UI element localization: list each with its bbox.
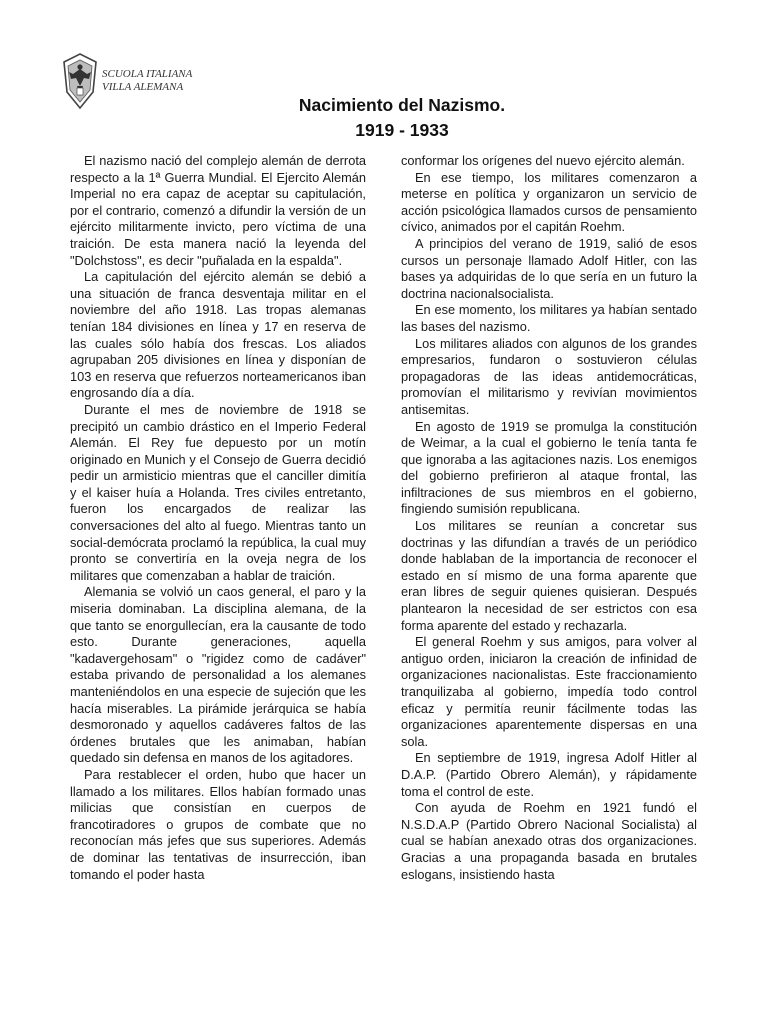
left-column xyxy=(70,153,366,883)
paragraph-continued: conformar los orígenes del nuevo ejército alemán. xyxy=(401,153,685,168)
paragraph: Con ayuda de Roehm en 1921 fundó el N.S.D.A.P (Partido Obrero Nacional Socialista) al cual se habían anexado otras dos organizaciones. Gracias a una propaganda basada en brutales eslogans, insistiendo hasta xyxy=(401,800,697,882)
paragraph: A principios del verano de 1919, salió de esos cursos un personaje llamado Adolf Hitler, con las bases ya adquiridas de lo que sería en un futuro la doctrina nacionalsocialista. xyxy=(401,235,697,301)
page-title xyxy=(0,93,768,143)
paragraph: La capitulación del ejército alemán se debió a una situación de franca desventaja militar en el noviembre del año 1918. Las tropas alemanas tenían 184 divisiones en línea y 17 en reserva de las cuales sólo había dos frescas. Los aliados agrupaban 205 divisiones en línea y disponían de 103 en reserva que refuerzos norteamericanos iban engrosando día a día. xyxy=(70,269,366,401)
paragraph: En septiembre de 1919, ingresa Adolf Hitler al D.A.P. (Partido Obrero Alemán), y rápidamente toma el control de este. xyxy=(401,750,697,799)
logo-line-1: SCUOLA ITALIANA xyxy=(102,68,193,80)
right-column xyxy=(401,153,697,883)
paragraph: Para restablecer el orden, hubo que hacer un llamado a los militares. Ellos habían formado unas milicias que consistían en cuerpos de francotiradores o grupos de combate que no reconocían más jefes que sus superiores. Además de dominar las tentativas de insurrección, iban tomando el poder hasta xyxy=(70,766,366,882)
paragraph: En ese tiempo, los militares comenzaron a meterse en política y organizaron un servicio de acción psicológica llamados cursos de pensamiento cívico, animados por el capitán Roehm. xyxy=(401,169,697,235)
paragraph: En agosto de 1919 se promulga la constitución de Weimar, a la cual el gobierno le tenía tanta fe que ignoraba a las agitaciones nazis. Los enemigos del gobierno prefirieron al ataque frontal, las infiltraciones de sus miembros en el gobierno, fingiendo sumisión republicana. xyxy=(401,418,697,517)
paragraph: Los militares aliados con algunos de los grandes empresarios, fundaron o sostuvieron células propagadoras de las ideas antidemocráticas, promovían el militarismo y revivían movimientos antisemitas. xyxy=(401,335,697,417)
title-line-1: Nacimiento del Nazismo. xyxy=(298,95,506,115)
logo-text xyxy=(102,68,192,94)
paragraph: En ese momento, los militares ya habían sentado las bases del nazismo. xyxy=(401,302,697,334)
paragraph: Alemania se volvió un caos general, el paro y la miseria dominaban. La disciplina alemana, de la que tanto se enorgullecían, era la causante de todo esto. Durante generaciones, aquella "kadavergehosam" o "rigidez como de cadáver" estaba privando de personalidad a los alemanes manteniéndolos en una especie de sujeción que les hacía miserables. La pirámide jerárquica se había desmoronado y aquellos cadáveres faltos de las órdenes brutales que les animaban, habían quedado sin defensa en manos de los agitadores. xyxy=(70,584,366,766)
paragraph: Durante el mes de noviembre de 1918 se precipitó un cambio drástico en el Imperio Federal Alemán. El Rey fue depuesto por un motín originado en Munich y el Consejo de Guerra decidió pedir un armisticio mientras que el canciller dimitía y el kaiser huía a Holanda. Tres civiles entretanto, fueron los encargados de realizar las conversaciones del alto al fuego. Mientras tanto un social-demócrata proclamó la república, la cual muy pronto se convertiría en la oveja negra de los militares que comenzaban a hablar de traición. xyxy=(70,401,366,583)
paragraph: El nazismo nació del complejo alemán de derrota respecto a la 1ª Guerra Mundial. El Ejercito Alemán Imperial no era capaz de aceptar su capitulación, por el contrario, comenzó a difundir la versión de un ejército militarmente invicto, pero víctima de una traición. De esta manera nació la leyenda del "Dolchstoss", es decir "puñalada en la espalda". xyxy=(70,153,366,268)
logo-line-2: VILLA ALEMANA xyxy=(102,81,184,93)
title-line-2: 1919 - 1933 xyxy=(355,120,449,140)
paragraph: Los militares se reunían a concretar sus doctrinas y las difundían a través de un periódico donde hablaban de la importancia de reconocer el estado en sí mismo de una forma aparente que eran libres de seguir quienes quisieran. Después plantearon la necesidad de ser estrictos con esa forma aparente del estado y rechazarla. xyxy=(401,518,697,633)
paragraph: El general Roehm y sus amigos, para volver al antiguo orden, iniciaron la creación de infinidad de organizaciones nacionalistas. Este fraccionamiento tranquilizaba al gobierno, impedía todo control eficaz y permitía reunir fácilmente todas las organizaciones aparentemente dispersas en una sola. xyxy=(401,634,697,749)
